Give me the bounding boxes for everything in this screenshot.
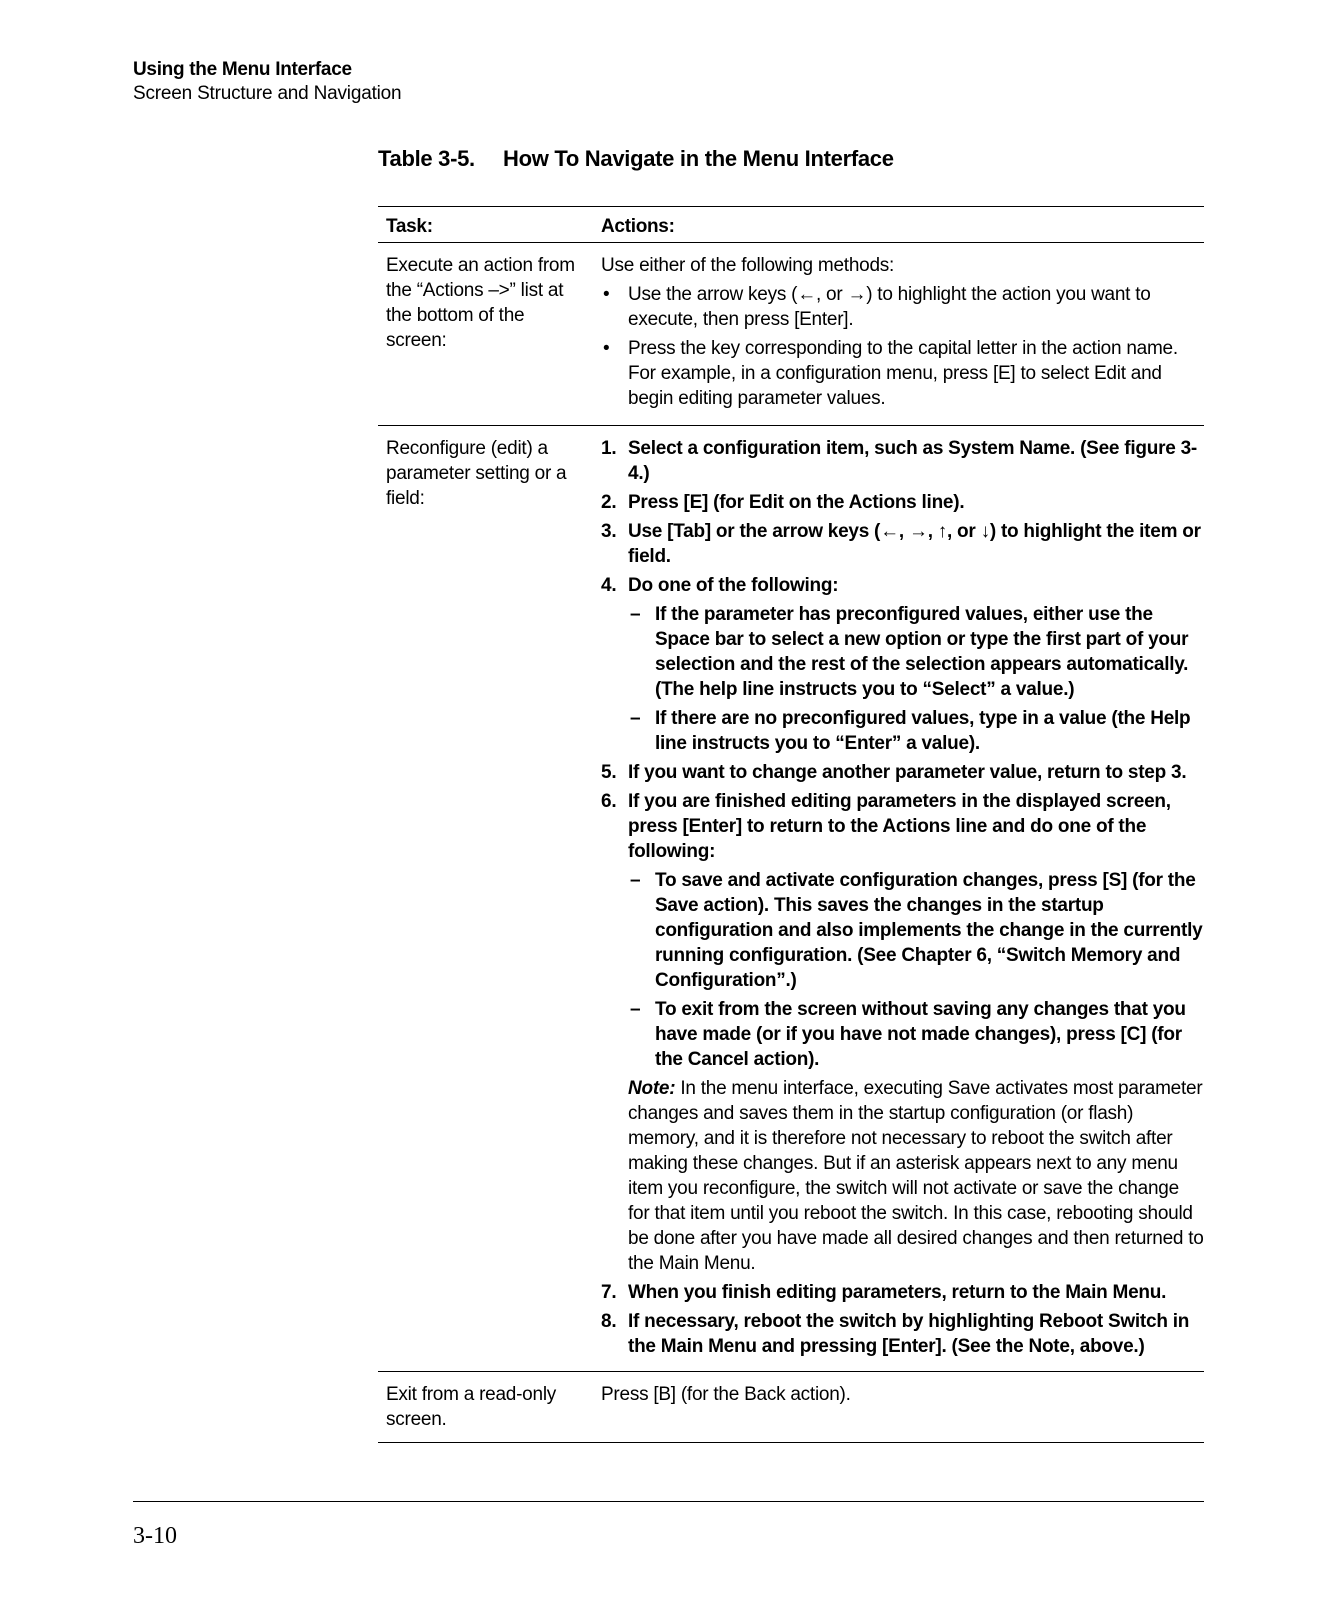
note-block <box>628 1076 1204 1276</box>
footer-rule <box>133 1501 1204 1502</box>
step-text: Do one of the following: <box>628 575 839 596</box>
table-number: Table 3-5. <box>378 146 475 171</box>
step-item <box>601 760 1204 785</box>
task-cell: Exit from a read-only screen. <box>386 1384 557 1430</box>
step-text: Press [E] (for Edit on the Actions line). <box>628 492 965 513</box>
step-list <box>601 436 1204 1072</box>
table-bottom-rule <box>378 1442 1204 1443</box>
table-row <box>378 426 1204 1371</box>
bullet-list <box>601 282 1204 411</box>
step-item <box>601 436 1204 486</box>
sub-item: – To save and activate configuration changes, press [S] (for the Save action). This saves the changes in the startup configuration and also implements the change in the currently running configuration. (See Chapter 6, “Switch Memory and Configuration”.) <box>628 868 1204 993</box>
column-header-task: Task: <box>386 216 433 237</box>
step-number: 8. <box>601 1311 617 1332</box>
actions-cell <box>601 253 1204 415</box>
step-text: Use [Tab] or the arrow keys (←, →, ↑, or ↓) to highlight the item or field. <box>628 521 1201 567</box>
step-number: 3. <box>601 521 617 542</box>
actions-cell: Press [B] (for the Back action). <box>601 1384 851 1405</box>
step-item <box>601 519 1204 569</box>
page-number: 3-10 <box>133 1523 177 1549</box>
step-item <box>601 490 1204 515</box>
step-text: When you finish editing parameters, return to the Main Menu. <box>628 1282 1167 1303</box>
table-title: How To Navigate in the Menu Interface <box>503 146 894 171</box>
step-item <box>601 1309 1204 1359</box>
step-item <box>601 1280 1204 1305</box>
table-row <box>378 243 1204 425</box>
step-item <box>601 789 1204 1072</box>
list-item: • Use the arrow keys (←, or →) to highlight the action you want to execute, then press [Enter]. <box>601 282 1204 332</box>
navigation-table <box>378 206 1204 1443</box>
step-text: Select a configuration item, such as System Name. (See figure 3-4.) <box>628 438 1197 484</box>
note-label: Note: <box>628 1078 676 1099</box>
task-cell: Reconfigure (edit) a parameter setting or a field: <box>386 438 567 509</box>
sub-item: – To exit from the screen without saving any changes that you have made (or if you have not made changes), press [C] (for the Cancel action). <box>628 997 1204 1072</box>
sub-item: – If the parameter has preconfigured values, either use the Space bar to select a new option or type the first part of your selection and the rest of the selection appears automatically. (The help line instructs you to “Select” a value.) <box>628 602 1204 702</box>
sub-list <box>628 868 1204 1072</box>
running-head <box>133 58 833 106</box>
table-caption <box>378 146 894 172</box>
actions-cell <box>601 436 1204 1363</box>
sub-list <box>628 602 1204 756</box>
step-number: 5. <box>601 762 617 783</box>
step-text: If you are finished editing parameters in the displayed screen, press [Enter] to return to the Actions line and do one of the following: <box>628 791 1171 862</box>
step-text: If necessary, reboot the switch by highlighting Reboot Switch in the Main Menu and pressing [Enter]. (See the Note, above.) <box>628 1311 1190 1357</box>
step-item <box>601 573 1204 756</box>
list-item: • Press the key corresponding to the capital letter in the action name. For example, in a configuration menu, press [E] to select Edit and begin editing parameter values. <box>601 336 1204 411</box>
task-cell: Execute an action from the “Actions –>” list at the bottom of the screen: <box>386 255 575 351</box>
step-number: 1. <box>601 438 617 459</box>
step-list <box>601 1280 1204 1359</box>
table-header-row <box>378 207 1204 242</box>
step-text: If you want to change another parameter value, return to step 3. <box>628 762 1187 783</box>
actions-intro: Use either of the following methods: <box>601 255 895 276</box>
step-number: 7. <box>601 1282 617 1303</box>
running-head-section: Screen Structure and Navigation <box>133 83 402 104</box>
sub-item: – If there are no preconfigured values, type in a value (the Help line instructs you to “Enter” a value). <box>628 706 1204 756</box>
step-number: 4. <box>601 575 617 596</box>
table-row <box>378 1372 1204 1442</box>
step-number: 2. <box>601 492 617 513</box>
note-text: In the menu interface, executing Save activates most parameter changes and saves them in the startup configuration (or flash) memory, and it is therefore not necessary to reboot the switch after making these changes. But if an asterisk appears next to any menu item you reconfigure, the switch will not activate or save the change for that item until you reboot the switch. In this case, rebooting should be done after you have made all desired changes and then returned to the Main Menu. <box>628 1078 1204 1274</box>
step-number: 6. <box>601 791 617 812</box>
column-header-actions: Actions: <box>601 216 675 237</box>
running-head-chapter: Using the Menu Interface <box>133 59 352 80</box>
